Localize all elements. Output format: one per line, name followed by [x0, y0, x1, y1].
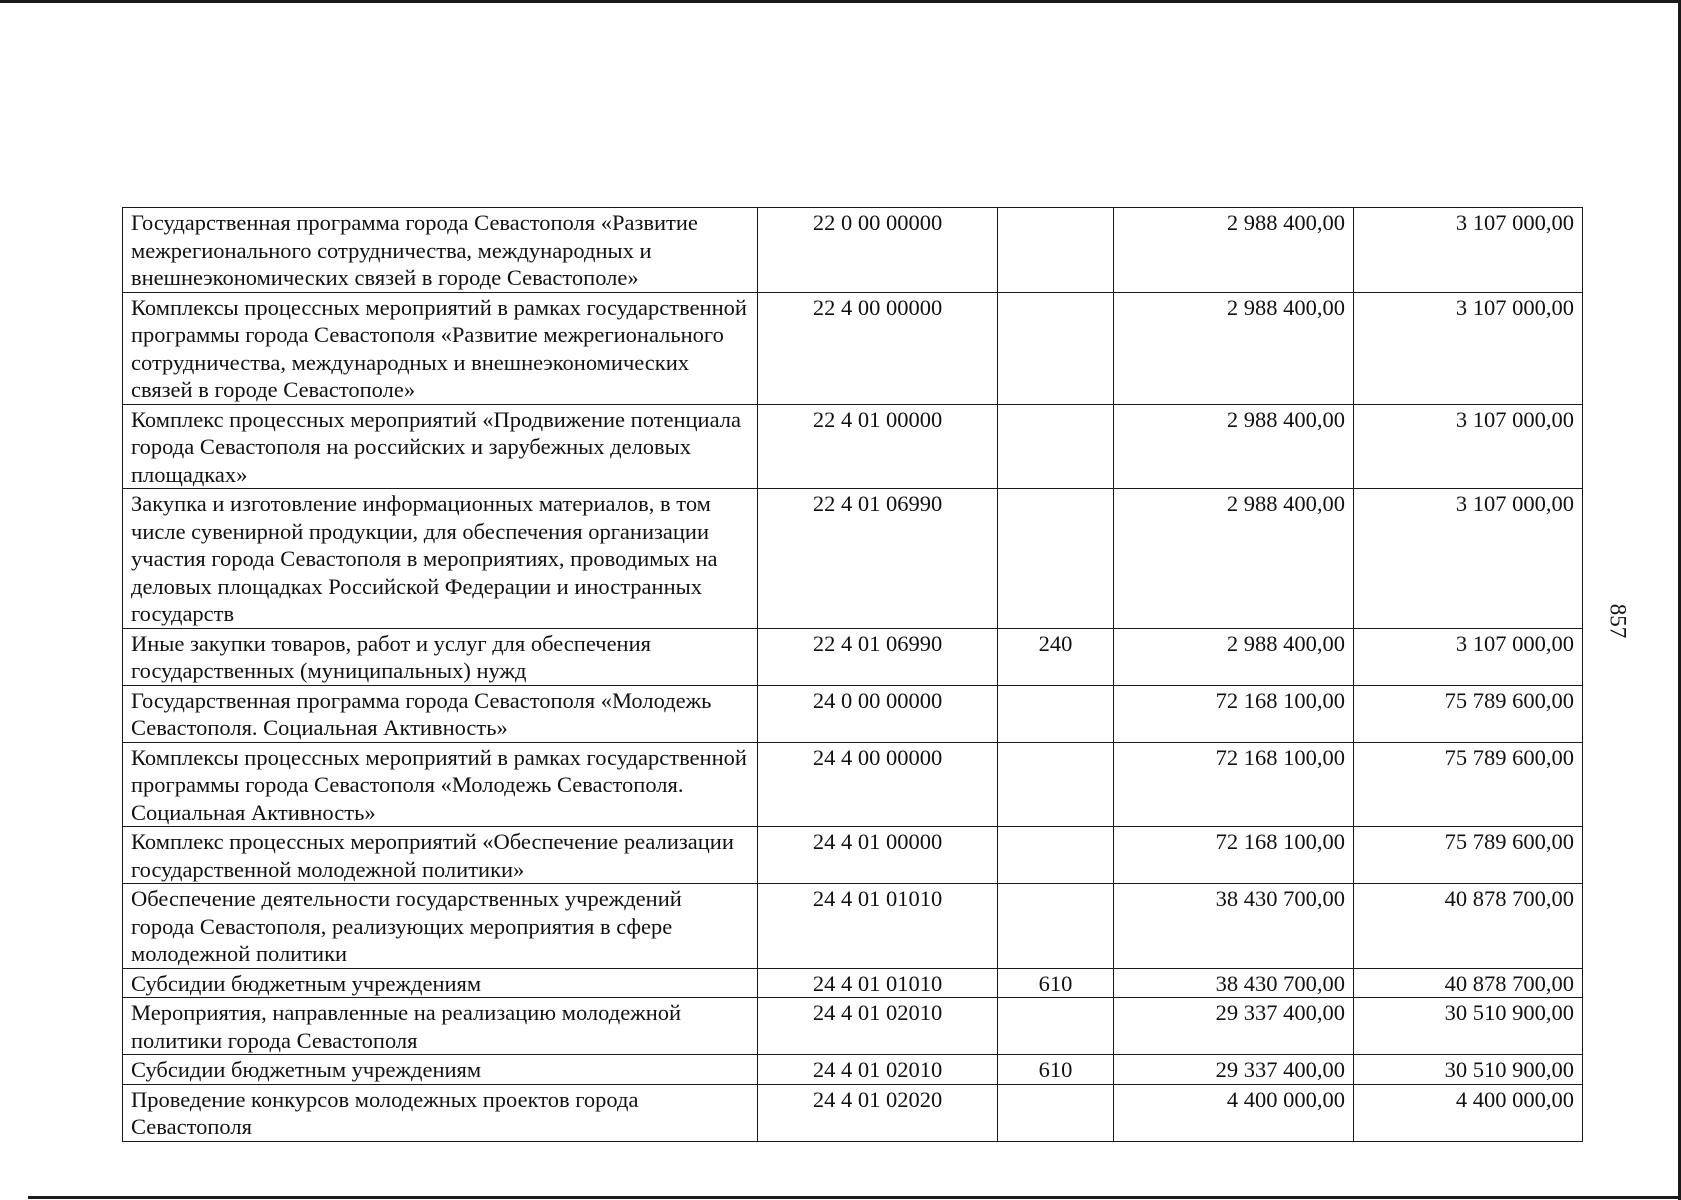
row-amount-year1: 2 988 400,00: [1114, 489, 1354, 629]
row-name: Комплекс процессных мероприятий «Обеспечение реализации государственной молодежной политики»: [123, 827, 758, 884]
row-amount-year2: 75 789 600,00: [1354, 685, 1583, 742]
row-target-code: 22 4 01 06990: [758, 489, 998, 629]
row-target-code: 22 4 00 00000: [758, 292, 998, 404]
table-row: [123, 742, 1583, 827]
row-expense-kind: [998, 742, 1114, 827]
page-number: 857: [1605, 603, 1631, 639]
row-target-code: 24 4 01 01010: [758, 968, 998, 998]
table-row: [123, 1055, 1583, 1085]
row-name: Комплексы процессных мероприятий в рамках государственной программы города Севастополя «Молодежь Севастополя. Социальная Активность»: [123, 742, 758, 827]
table-row: [123, 489, 1583, 629]
row-name: Субсидии бюджетным учреждениям: [123, 1055, 758, 1085]
table-row: [123, 998, 1583, 1055]
row-expense-kind: [998, 489, 1114, 629]
row-amount-year2: 30 510 900,00: [1354, 998, 1583, 1055]
row-name: Проведение конкурсов молодежных проектов города Севастополя: [123, 1084, 758, 1141]
row-amount-year2: 3 107 000,00: [1354, 208, 1583, 293]
row-name: Субсидии бюджетным учреждениям: [123, 968, 758, 998]
row-expense-kind: 610: [998, 1055, 1114, 1085]
row-target-code: 24 4 01 02020: [758, 1084, 998, 1141]
row-name: Государственная программа города Севастополя «Молодежь Севастополя. Социальная Активность»: [123, 685, 758, 742]
row-amount-year1: 2 988 400,00: [1114, 404, 1354, 489]
table-row: [123, 292, 1583, 404]
row-amount-year2: 3 107 000,00: [1354, 292, 1583, 404]
row-amount-year1: 38 430 700,00: [1114, 884, 1354, 969]
row-amount-year2: 3 107 000,00: [1354, 404, 1583, 489]
row-expense-kind: [998, 998, 1114, 1055]
row-amount-year1: 72 168 100,00: [1114, 742, 1354, 827]
bottom-scan-border: [28, 1196, 1678, 1199]
row-target-code: 24 4 01 01010: [758, 884, 998, 969]
row-amount-year2: 40 878 700,00: [1354, 884, 1583, 969]
row-amount-year1: 2 988 400,00: [1114, 208, 1354, 293]
row-amount-year1: 29 337 400,00: [1114, 1055, 1354, 1085]
row-expense-kind: [998, 685, 1114, 742]
table-row: [123, 404, 1583, 489]
table-row: [123, 685, 1583, 742]
row-name: Закупка и изготовление информационных материалов, в том числе сувенирной продукции, для обеспечения организации участия города Севастополя в мероприятиях, проводимых на деловых площадках Российской Федерации и иностранных государств: [123, 489, 758, 629]
row-expense-kind: [998, 1084, 1114, 1141]
row-amount-year2: 30 510 900,00: [1354, 1055, 1583, 1085]
row-amount-year2: 3 107 000,00: [1354, 489, 1583, 629]
row-target-code: 22 4 01 06990: [758, 628, 998, 685]
row-target-code: 24 4 01 02010: [758, 1055, 998, 1085]
row-target-code: 24 0 00 00000: [758, 685, 998, 742]
table-row: [123, 208, 1583, 293]
top-scan-border: [0, 0, 1681, 3]
row-amount-year2: 4 400 000,00: [1354, 1084, 1583, 1141]
row-name: Иные закупки товаров, работ и услуг для обеспечения государственных (муниципальных) нужд: [123, 628, 758, 685]
row-name: Обеспечение деятельности государственных учреждений города Севастополя, реализующих мероприятия в сфере молодежной политики: [123, 884, 758, 969]
row-expense-kind: 610: [998, 968, 1114, 998]
row-target-code: 24 4 01 00000: [758, 827, 998, 884]
row-amount-year2: 3 107 000,00: [1354, 628, 1583, 685]
row-expense-kind: [998, 827, 1114, 884]
row-amount-year1: 2 988 400,00: [1114, 628, 1354, 685]
row-amount-year2: 40 878 700,00: [1354, 968, 1583, 998]
table-row: [123, 628, 1583, 685]
row-expense-kind: [998, 292, 1114, 404]
row-amount-year1: 2 988 400,00: [1114, 292, 1354, 404]
row-target-code: 22 4 01 00000: [758, 404, 998, 489]
row-name: Государственная программа города Севастополя «Развитие межрегионального сотрудничества, международных и внешнеэкономических связей в городе Севастополе»: [123, 208, 758, 293]
row-expense-kind: [998, 404, 1114, 489]
row-amount-year1: 4 400 000,00: [1114, 1084, 1354, 1141]
row-expense-kind: 240: [998, 628, 1114, 685]
row-target-code: 24 4 00 00000: [758, 742, 998, 827]
row-target-code: 24 4 01 02010: [758, 998, 998, 1055]
table-row: [123, 968, 1583, 998]
row-target-code: 22 0 00 00000: [758, 208, 998, 293]
row-amount-year1: 29 337 400,00: [1114, 998, 1354, 1055]
row-name: Мероприятия, направленные на реализацию молодежной политики города Севастополя: [123, 998, 758, 1055]
row-amount-year1: 38 430 700,00: [1114, 968, 1354, 998]
row-amount-year1: 72 168 100,00: [1114, 685, 1354, 742]
row-name: Комплексы процессных мероприятий в рамках государственной программы города Севастополя «Развитие межрегионального сотрудничества, международных и внешнеэкономических связей в городе Севастополе»: [123, 292, 758, 404]
table-row: [123, 1084, 1583, 1141]
row-expense-kind: [998, 208, 1114, 293]
row-amount-year2: 75 789 600,00: [1354, 742, 1583, 827]
row-amount-year2: 75 789 600,00: [1354, 827, 1583, 884]
row-amount-year1: 72 168 100,00: [1114, 827, 1354, 884]
row-name: Комплекс процессных мероприятий «Продвижение потенциала города Севастополя на российских и зарубежных деловых площадках»: [123, 404, 758, 489]
table-row: [123, 884, 1583, 969]
row-expense-kind: [998, 884, 1114, 969]
budget-table: [122, 207, 1583, 1142]
table-row: [123, 827, 1583, 884]
